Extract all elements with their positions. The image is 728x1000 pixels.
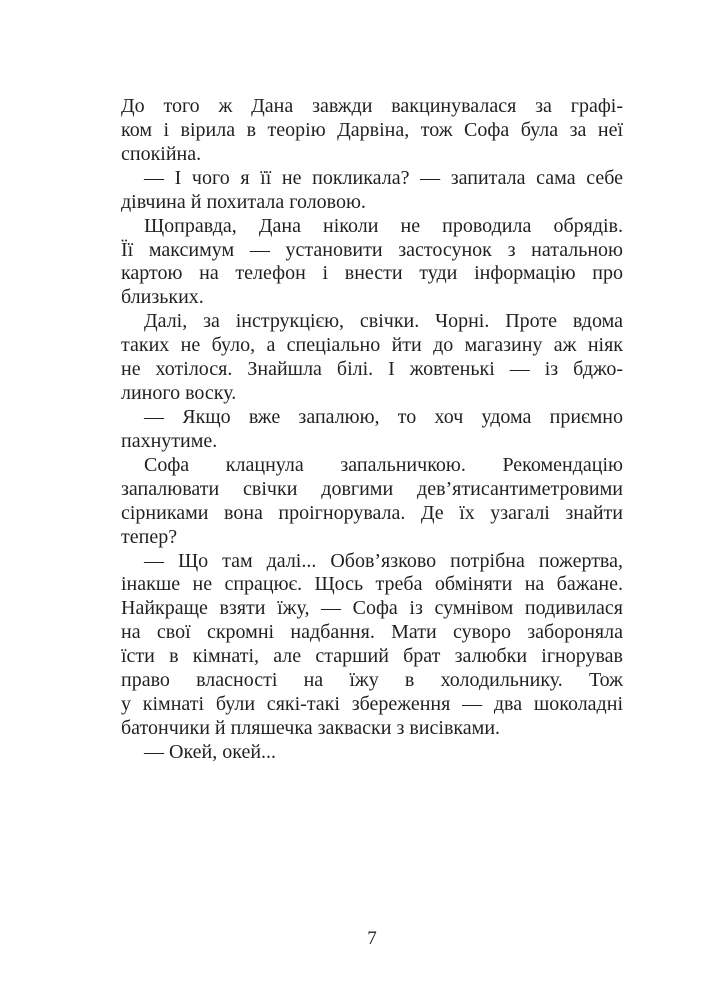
text-line: дівчина й похитала головою. bbox=[121, 190, 366, 213]
text-line: близьких. bbox=[121, 286, 204, 309]
text-line: — І чого я її не покликала? — запитала сама себе bbox=[144, 166, 623, 189]
text-line: Її максимум — установити застосунок з натальною bbox=[121, 238, 623, 261]
page-body-text bbox=[121, 95, 623, 765]
text-line: Софа клацнула запальничкою. Рекомендацію bbox=[144, 453, 623, 476]
text-line: не хотілося. Знайшла білі. І жовтенькі — із бджо- bbox=[121, 358, 623, 381]
text-line: сірниками вона проігнорувала. Де їх узагалі знайти bbox=[121, 501, 623, 524]
text-line: — Якщо вже запалюю, то хоч удома приємно bbox=[144, 405, 623, 428]
text-line: — Окей, окей... bbox=[144, 740, 277, 763]
text-line: таких не було, а спеціально йти до магазину аж ніяк bbox=[121, 334, 623, 357]
text-line: спокійна. bbox=[121, 142, 202, 165]
text-line: батончики й пляшечка закваски з висівками. bbox=[121, 716, 501, 739]
page-number: 7 bbox=[367, 928, 377, 949]
text-line: ком і вірила в теорію Дарвіна, тож Софа була за неї bbox=[121, 118, 623, 141]
text-line: Найкраще взяти їжу, — Софа із сумнівом подивилася bbox=[121, 597, 623, 620]
text-line: тепер? bbox=[121, 525, 178, 548]
text-line: на свої скромні надбання. Мати суворо забороняла bbox=[121, 621, 623, 644]
text-line: пахнутиме. bbox=[121, 429, 218, 452]
text-line: їсти в кімнаті, але старший брат залюбки ігнорував bbox=[121, 645, 623, 668]
text-line: право власності на їжу в холодильнику. Тож bbox=[121, 669, 623, 692]
text-line: у кімнаті були сякі-такі збереження — два шоколадні bbox=[121, 693, 623, 716]
text-line: Щоправда, Дана ніколи не проводила обрядів. bbox=[144, 214, 623, 237]
text-line: До того ж Дана завжди вакцинувалася за графі- bbox=[121, 95, 623, 117]
text-line: Далі, за інструкцією, свічки. Чорні. Проте вдома bbox=[144, 310, 623, 333]
text-line: линого воску. bbox=[121, 382, 237, 405]
text-line: картою на телефон і внести туди інформацію про bbox=[121, 262, 623, 285]
text-line: — Що там далі... Обов’язково потрібна пожертва, bbox=[144, 549, 623, 572]
text-line: інакше не спрацює. Щось треба обміняти на бажане. bbox=[121, 573, 623, 596]
text-line: запалювати свічки довгими дев’ятисантиметровими bbox=[121, 477, 623, 500]
